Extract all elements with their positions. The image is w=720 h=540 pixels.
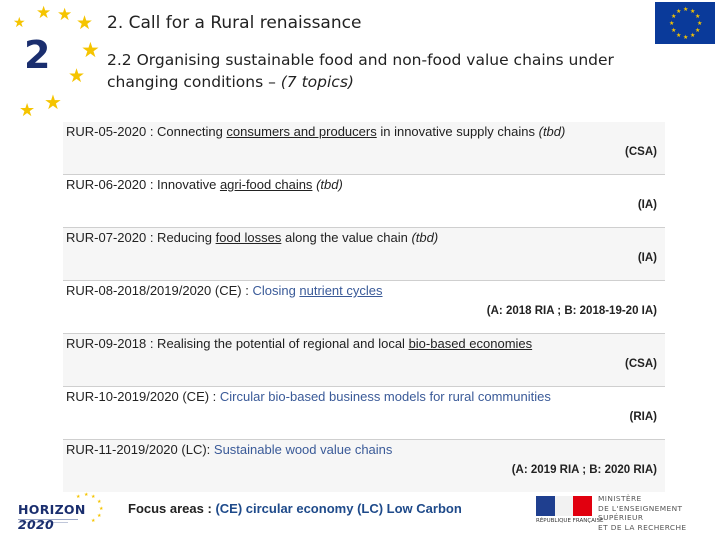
ministry-line: DE L'ENSEIGNEMENT SUPÉRIEUR	[598, 503, 683, 522]
topic-action-type: (A: 2018 RIA ; B: 2018-19-20 IA)	[486, 305, 657, 317]
topic-text-rest: along the value chain	[281, 230, 412, 245]
subtitle-topic-count: (7 topics)	[280, 73, 354, 91]
topic-code: RUR-08-2018/2019/2020 (CE) :	[66, 283, 249, 298]
page-title: 2. Call for a Rural renaissance	[107, 13, 362, 33]
topic-row	[63, 281, 665, 334]
subtitle-main: 2.2 Organising sustainable food and non-food value chains under changing conditions –	[107, 51, 614, 91]
topic-action-type: (A: 2019 RIA ; B: 2020 RIA)	[511, 464, 657, 476]
topic-action-type: (IA)	[637, 252, 657, 264]
section-number: 2	[24, 33, 51, 77]
svg-text:★: ★	[683, 6, 689, 13]
svg-text:★: ★	[683, 34, 689, 41]
topic-text: Closing	[248, 283, 300, 298]
topic-keyword: nutrient cycles	[299, 283, 383, 298]
svg-text:★: ★	[76, 494, 81, 500]
svg-text:★: ★	[690, 32, 696, 39]
topic-tbd: (tbd)	[538, 124, 566, 139]
topic-code: RUR-09-2018 :	[66, 336, 154, 351]
svg-text:★: ★	[697, 20, 703, 27]
topic-action-type: (RIA)	[629, 411, 657, 423]
topic-row	[63, 387, 665, 440]
topic-tbd: (tbd)	[411, 230, 439, 245]
topic-text: Innovative	[153, 177, 220, 192]
focus-lc: (LC) Low Carbon	[357, 501, 462, 516]
focus-areas	[128, 501, 462, 516]
topic-code: RUR-07-2020 :	[66, 230, 154, 245]
svg-text:★: ★	[695, 27, 701, 34]
topic-code: RUR-05-2020	[66, 124, 147, 139]
focus-ce: (CE) circular economy	[215, 501, 354, 516]
topic-tbd: (tbd)	[316, 177, 343, 192]
topic-action-type: (CSA)	[625, 358, 657, 370]
focus-label: Focus areas :	[128, 501, 216, 516]
svg-text:★: ★	[676, 32, 682, 39]
topics-list	[63, 122, 665, 492]
topic-row	[63, 175, 665, 228]
topic-text-rest: in innovative supply chains	[376, 124, 539, 139]
svg-text:★: ★	[91, 518, 96, 524]
svg-text:★: ★	[690, 8, 696, 15]
svg-text:★: ★	[97, 513, 102, 519]
topic-text: Realising the potential of regional and local	[153, 336, 409, 351]
topic-code: RUR-10-2019/2020 (CE) :	[66, 389, 217, 404]
ministry-line: ET DE LA RECHERCHE	[598, 522, 687, 532]
svg-text:★: ★	[99, 506, 104, 512]
topic-keyword: food losses	[215, 230, 282, 245]
horizon-label: HORIZON	[18, 502, 86, 517]
topic-text: : Connecting	[146, 124, 227, 139]
svg-text:★: ★	[676, 8, 682, 15]
svg-text:★: ★	[671, 13, 677, 20]
topic-row	[63, 440, 665, 492]
horizon-2020-logo-icon	[14, 490, 114, 530]
topic-action-type: (IA)	[637, 199, 657, 211]
topic-keyword: agri-food chains	[219, 177, 313, 192]
svg-text:★: ★	[84, 492, 89, 498]
horizon-year: 2020	[18, 517, 54, 532]
eu-flag-icon	[655, 2, 715, 44]
topic-text: Circular bio-based business models for rural communities	[216, 389, 551, 404]
topic-action-type: (CSA)	[625, 146, 657, 158]
topic-keyword: bio-based economies	[408, 336, 533, 351]
topic-row	[63, 122, 665, 175]
topic-code: RUR-11-2019/2020 (LC):	[66, 442, 211, 457]
svg-text:★: ★	[669, 20, 675, 27]
svg-text:★: ★	[695, 13, 701, 20]
topic-row	[63, 228, 665, 281]
topic-text: Sustainable wood value chains	[210, 442, 393, 457]
topic-code: RUR-06-2020 :	[66, 177, 154, 192]
svg-text:★: ★	[671, 27, 677, 34]
svg-text:★: ★	[91, 494, 96, 500]
page-subtitle	[107, 49, 627, 93]
topic-row	[63, 334, 665, 387]
svg-text:★: ★	[97, 499, 102, 505]
topic-text: Reducing	[153, 230, 216, 245]
republic-text: RÉPUBLIQUE FRANÇAISE	[536, 518, 604, 524]
topic-keyword: consumers and producers	[226, 124, 377, 139]
french-ministry-logo-icon	[536, 494, 716, 534]
ministry-line: MINISTÈRE	[598, 494, 642, 503]
